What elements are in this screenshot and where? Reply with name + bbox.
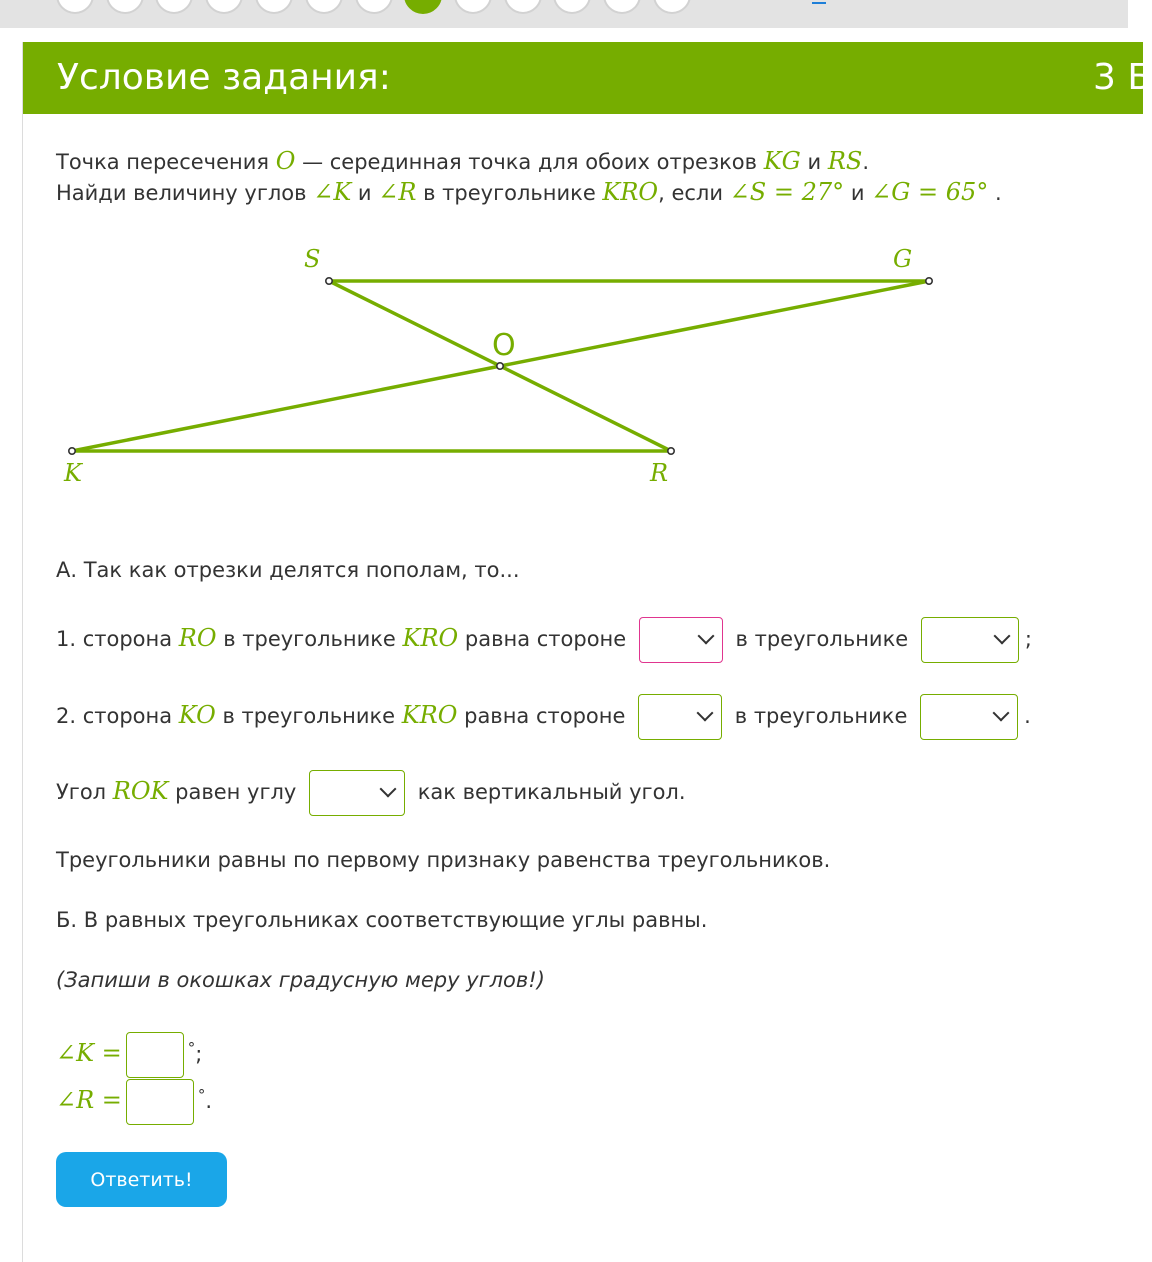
part-b-note: (Запиши в окошках градусную меру углов!) [56, 968, 545, 992]
chevron-down-icon [380, 781, 397, 798]
angle-r-row [56, 1072, 212, 1125]
item2-triangle: KRO [401, 701, 458, 729]
submit-button[interactable]: Ответить! [56, 1152, 227, 1207]
chevron-down-icon [993, 705, 1010, 722]
part-a-item-2 [56, 692, 1031, 740]
angle-k-row [56, 1025, 202, 1078]
item1-end: ; [1024, 627, 1032, 651]
item1-mid3: в треугольнике [728, 627, 915, 651]
part-a-intro: А. Так как отрезки делятся пополам, то... [56, 558, 520, 582]
angle-r-end: . [205, 1089, 213, 1113]
item1-triangle: KRO [402, 624, 459, 652]
angle-mid: равен углу [168, 780, 304, 804]
item1-mid1: в треугольнике [216, 627, 403, 651]
chevron-down-icon [697, 628, 714, 645]
label-g: G [893, 245, 913, 273]
chevron-down-icon [697, 705, 714, 722]
geometry-diagram [0, 0, 1128, 520]
angle-select[interactable] [309, 770, 405, 816]
part-a-conclusion: Треугольники равны по первому признаку равенства треугольников. [56, 848, 831, 872]
text-run: . [862, 150, 870, 174]
text-run: — серединная точка для обоих отрезков [295, 150, 764, 174]
chevron-down-icon [993, 628, 1010, 645]
item2-mid3: в треугольнике [728, 704, 915, 728]
text-run: и [844, 181, 872, 205]
item2-mid1: в треугольнике [215, 704, 402, 728]
item1-mid2: равна стороне [458, 627, 633, 651]
math-term: KG [763, 147, 801, 175]
degree-sign: ° [197, 1086, 206, 1104]
text-run: и [800, 150, 828, 174]
point-g [926, 278, 932, 284]
item2-mid2: равна стороне [457, 704, 633, 728]
angle-pre: Угол [56, 780, 113, 804]
point-r [668, 448, 674, 454]
angle-k-end: ; [195, 1042, 203, 1066]
math-term: O [275, 147, 296, 175]
triangle-select-1[interactable] [921, 617, 1019, 663]
point-k [69, 448, 75, 454]
label-r: R [650, 459, 669, 487]
angle-name: ROK [112, 777, 169, 805]
item2-side: KO [178, 701, 216, 729]
math-term: ∠G = 65° [871, 178, 989, 206]
math-term: ∠K [313, 178, 352, 206]
label-s: S [304, 245, 321, 273]
angle-r-input[interactable] [126, 1079, 194, 1125]
text-run: . [988, 181, 1002, 205]
angle-post: как вертикальный угол. [411, 780, 686, 804]
text-run: , если [658, 181, 730, 205]
label-k: K [64, 459, 82, 487]
item1-side: RO [178, 624, 217, 652]
side-select-2[interactable] [638, 694, 722, 740]
text-run: Точка пересечения [56, 150, 276, 174]
item1-pre: 1. сторона [56, 627, 179, 651]
triangle-select-2[interactable] [920, 694, 1018, 740]
math-term: KRO [602, 178, 659, 206]
point-o [497, 363, 503, 369]
math-term: ∠S = 27° [729, 178, 845, 206]
part-b-intro: Б. В равных треугольниках соответствующие углы равны. [56, 908, 708, 932]
text-run: в треугольнике [416, 181, 603, 205]
part-a-angle [56, 768, 686, 816]
text-run: и [351, 181, 379, 205]
angle-r-label: ∠R = [56, 1086, 122, 1114]
task-title: Условие задания: [57, 57, 391, 98]
side-select-1[interactable] [639, 617, 723, 663]
item2-pre: 2. сторона [56, 704, 179, 728]
angle-k-label: ∠K = [56, 1039, 122, 1067]
point-s [326, 278, 332, 284]
degree-sign: ° [187, 1039, 196, 1057]
math-term: ∠R [378, 178, 417, 206]
task-points: 3 Б [1093, 57, 1152, 98]
item2-end: . [1024, 704, 1031, 728]
label-o: O [492, 328, 516, 363]
part-a-item-1 [56, 615, 1032, 663]
text-run: Найди величину углов [56, 181, 314, 205]
math-term: RS [827, 147, 863, 175]
